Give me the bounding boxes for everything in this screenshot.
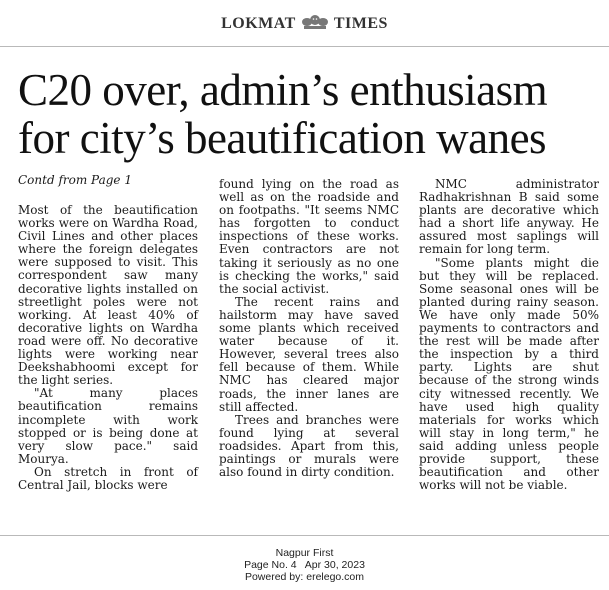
paragraph: "At many places beautification remains incomplete with work stopped or is being done at very slow pace." said Mourya. — [18, 386, 198, 466]
footer-edition: Nagpur First — [275, 547, 334, 559]
paragraph: Most of the beautification works were on Wardha Road, Civil Lines and other places where the foreign delegates were supposed to visit. This correspondent saw many decorative lights installed on streetlight poles were not working. At least 40% of decorative lights on Wardha road were off. No decorative lights were working near Deekshabhoomi except for the light series. — [18, 203, 198, 388]
paragraph: "Some plants might die but they will be replaced. Some seasonal ones will be planted during rainy season. We have only made 50% payments to contractors and the rest will be made after the inspection by a third party. Lights are shut because of the strong winds city witnessed recently. We have used high quality materials for works which will stay in long term," he said adding unless people provide support, these beautification and other works will not be viable. — [419, 255, 599, 493]
paragraph: The recent rains and hailstorm may have saved some plants which received water because of it. However, several trees also fell because of them. While NMC has cleared major roads, the inner lanes are still affected. — [219, 294, 399, 414]
headline: C20 over, admin’s enthusiasm for city’s beautification wanes — [18, 65, 548, 163]
footer-page-date: Page No. 4 Apr 30, 2023 — [244, 559, 365, 571]
masthead — [0, 14, 609, 38]
footer-powered-by: Powered by: erelego.com — [244, 571, 365, 583]
article-column-3 — [419, 178, 599, 492]
continued-from-label: Contd from Page 1 — [18, 173, 132, 187]
top-divider — [0, 46, 609, 47]
paragraph: found lying on the road as well as on the roadside and on footpaths. "It seems NMC has forgotten to conduct inspections of these works. Even contractors are not taking it seriously as no one is checking the works," said the social activist. — [219, 177, 399, 296]
lion-emblem-icon — [300, 14, 330, 35]
paragraph: On stretch in front of Central Jail, blocks were — [18, 464, 198, 492]
article-column-1 — [18, 204, 198, 492]
masthead-times: TIMES — [333, 15, 388, 32]
paragraph: Trees and branches were found lying at several roadsides. Apart from this, paintings or murals were also found in dirty condition. — [219, 412, 399, 480]
paragraph: NMC administrator Radhakrishnan B said some plants are decorative which had a short life anyway. He assured most saplings will remain for long term. — [419, 177, 599, 257]
page-footer — [0, 547, 609, 583]
masthead-lokmat: LOKMAT — [221, 15, 296, 32]
article-column-2 — [219, 178, 399, 479]
bottom-divider — [0, 535, 609, 536]
